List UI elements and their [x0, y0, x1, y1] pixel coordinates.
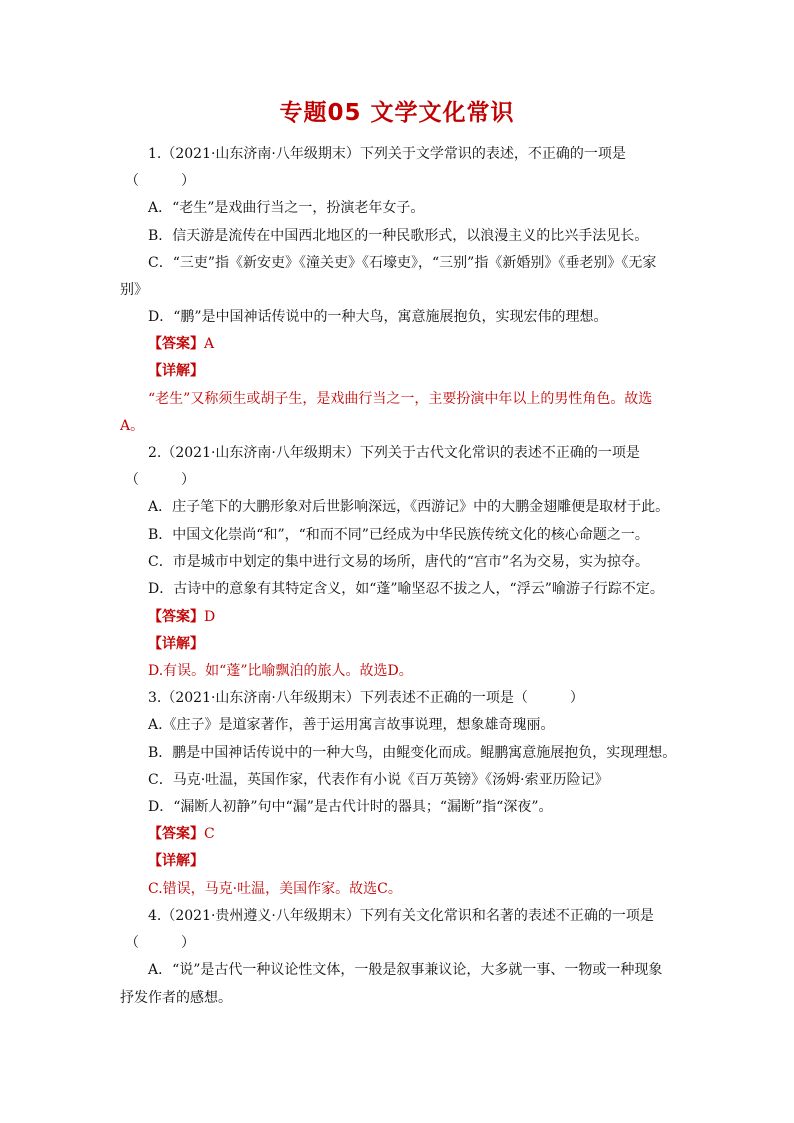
detail-tag: 【详解】 [148, 363, 204, 379]
question-2-option-a: A．庄子笔下的大鹏形象对后世影响深远，《西游记》中的大鹏金翅雕便是取材于此。 [148, 499, 670, 515]
answer-value: C [204, 826, 215, 842]
question-3-option-d: D．“漏断人初静”句中“漏”是古代计时的器具；“漏断”指“深夜”。 [148, 799, 553, 815]
question-1-stem: 1.（2021·山东济南·八年级期末）下列关于文学常识的表述，不正确的一项是 [148, 146, 626, 162]
question-1-option-b: B．信天游是流传在中国西北地区的一种民歌形式，以浪漫主义的比兴手法见长。 [148, 228, 649, 244]
page-title: 专题05 文学文化常识 [279, 100, 515, 126]
question-1-detail-cont: A。 [120, 418, 145, 434]
question-1-option-c-cont: 别》 [120, 282, 148, 298]
question-1-paren: （ ） [125, 173, 195, 189]
question-4-option-a: A．“说”是古代一种议论性文体，一般是叙事兼议论，大多就一事、一物或一种现象 [148, 962, 663, 978]
question-1-option-d: D．“鹏”是中国神话传说中的一种大鸟，寓意施展抱负，实现宏伟的理想。 [148, 309, 608, 325]
question-4-stem: 4.（2021·贵州遵义·八年级期末）下列有关文化常识和名著的表述不正确的一项是 [148, 908, 654, 924]
question-2-paren: （ ） [125, 472, 195, 488]
question-3-option-a: A.《庄子》是道家著作，善于运用寓言故事说理，想象雄奇瑰丽。 [148, 717, 555, 733]
answer-tag: 【答案】 [148, 609, 204, 625]
question-1-detail: “老生”又称须生或胡子生，是戏曲行当之一，主要扮演中年以上的男性角色。故选 [148, 391, 653, 407]
question-1-option-c: C．“三吏”指《新安吏》《潼关吏》《石壕吏》，“三别”指《新婚别》《垂老别》《无家 [148, 255, 657, 271]
question-2-detail-tag [148, 635, 204, 653]
question-1-option-a: A．“老生”是戏曲行当之一，扮演老年女子。 [148, 200, 425, 216]
question-1-detail-tag [148, 362, 204, 380]
question-3-detail-tag [148, 852, 204, 870]
answer-tag: 【答案】 [148, 336, 204, 352]
question-2-answer [148, 608, 215, 626]
question-4-option-a-cont: 抒发作者的感想。 [120, 990, 232, 1006]
question-2-option-c: C．市是城市中划定的集中进行文易的场所，唐代的“宫市”名为交易，实为掠夺。 [148, 554, 650, 570]
question-3-detail: C.错误，马克·吐温，美国作家。故选C。 [148, 881, 402, 897]
detail-tag: 【详解】 [148, 636, 204, 652]
question-3-option-b: B．鹏是中国神话传说中的一种大鸟，由鲲变化而成。鲲鹏寓意施展抱负，实现理想。 [148, 745, 677, 761]
question-1-answer [148, 335, 214, 353]
answer-tag: 【答案】 [148, 826, 204, 842]
question-2-option-b: B．中国文化崇尚“和”，“和而不同”已经成为中华民族传统文化的核心命题之一。 [148, 527, 649, 543]
detail-tag: 【详解】 [148, 853, 204, 869]
question-2-stem: 2.（2021·山东济南·八年级期末）下列关于古代文化常识的表述不正确的一项是 [148, 445, 640, 461]
question-4-paren: （ ） [125, 935, 195, 951]
question-2-detail: D.有误。如“蓬”比喻飘泊的旅人。故选D。 [148, 663, 413, 679]
answer-value: D [204, 609, 216, 625]
question-2-option-d: D．古诗中的意象有其特定含义，如“蓬”喻坚忍不拔之人，“浮云”喻游子行踪不定。 [148, 581, 664, 597]
question-3-answer [148, 825, 215, 843]
question-3-stem: 3.（2021·山东济南·八年级期末）下列表述不正确的一项是（ ） [148, 690, 584, 706]
answer-value: A [204, 336, 215, 352]
question-3-option-c: C．马克·吐温，英国作家，代表作有小说《百万英镑》《汤姆·索亚历险记》 [148, 772, 609, 788]
